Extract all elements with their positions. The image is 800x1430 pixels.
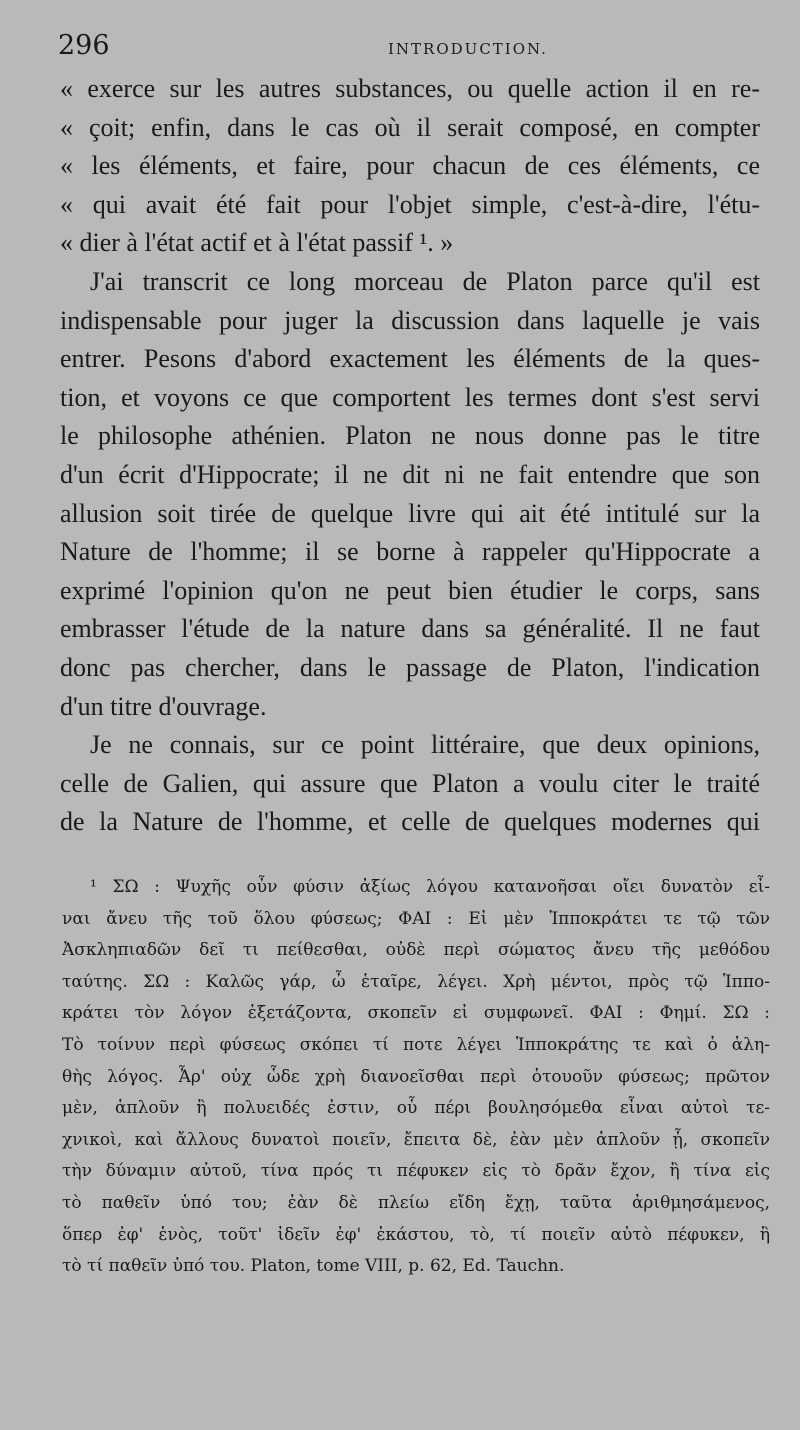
- text-line: d'un écrit d'Hippocrate; il ne dit ni ne fait entendre que son: [60, 459, 760, 489]
- footnote-line: τὴν δύναμιν αὐτοῦ, τίνα πρός τι πέφυκεν εἰς τὸ δρᾶν ἔχον, ἢ τίνα εἰς: [62, 1161, 770, 1182]
- footnote-line: Τὸ τοίνυν περὶ φύσεως σκόπει τί ποτε λέγει Ἱπποκράτης τε καὶ ὁ ἀλη-: [62, 1034, 770, 1055]
- footnotes: [62, 872, 770, 1283]
- footnote-line: ¹ ΣΩ : Ψυχῆς οὖν φύσιν ἀξίως λόγου κατανοῆσαι οἴει δυνατὸν εἶ-: [90, 877, 770, 897]
- footnote-line: Ἀσκληπιαδῶν δεῖ τι πείθεσθαι, οὐδὲ περὶ σώματος ἄνευ τῆς μεθόδου: [62, 940, 770, 961]
- page-header: [58, 30, 760, 66]
- running-head: INTRODUCTION.: [388, 40, 548, 58]
- text-line: « dier à l'état actif et à l'état passif ¹. »: [60, 228, 454, 258]
- footnote-line: θὴς λόγος. Ἆρ' οὐχ ὧδε χρὴ διανοεῖσθαι περὶ ὁτουοῦν φύσεως; πρῶτον: [62, 1066, 770, 1087]
- footnote-line: τὸ τί παθεῖν ὑπό του. Platon, tome VIII, p. 62, Ed. Tauchn.: [62, 1256, 565, 1277]
- text-line: donc pas chercher, dans le passage de Platon, l'indication: [60, 652, 760, 682]
- footnote-line: ὅπερ ἐφ' ἑνὸς, τοῦτ' ἰδεῖν ἐφ' ἑκάστου, τὸ, τί ποιεῖν αὐτὸ πέφυκεν, ἢ: [62, 1224, 770, 1245]
- text-line: « qui avait été fait pour l'objet simple, c'est-à-dire, l'étu-: [60, 189, 760, 219]
- text-line: le philosophe athénien. Platon ne nous donne pas le titre: [60, 421, 760, 451]
- text-line: de la Nature de l'homme, et celle de quelques modernes qui: [60, 807, 760, 837]
- text-line: « les éléments, et faire, pour chacun de ces éléments, ce: [60, 151, 760, 181]
- page-number: 296: [58, 30, 110, 61]
- main-text: [60, 70, 760, 842]
- footnote-line: τὸ παθεῖν ὑπό του; ἐὰν δὲ πλείω εἴδη ἔχῃ, ταῦτα ἀριθμησάμενος,: [62, 1192, 770, 1213]
- text-line: allusion soit tirée de quelque livre qui ait été intitulé sur la: [60, 498, 760, 528]
- footnote-line: ταύτης. ΣΩ : Καλῶς γάρ, ὦ ἑταῖρε, λέγει. Χρὴ μέντοι, πρὸς τῷ Ἱππο-: [62, 971, 770, 992]
- text-line: « çoit; enfin, dans le cas où il serait composé, en compter: [60, 112, 760, 142]
- text-line: entrer. Pesons d'abord exactement les éléments de la ques-: [60, 344, 760, 374]
- footnote-line: κράτει τὸν λόγον ἐξετάζοντα, σκοπεῖν εἰ συμφωνεῖ. ΦΑΙ : Φημί. ΣΩ :: [62, 1003, 770, 1024]
- text-line: tion, et voyons ce que comportent les termes dont s'est servi: [60, 382, 760, 412]
- text-line: embrasser l'étude de la nature dans sa généralité. Il ne faut: [60, 614, 760, 644]
- text-line: exprimé l'opinion qu'on ne peut bien étudier le corps, sans: [60, 575, 760, 605]
- footnote-line: χνικοὶ, καὶ ἄλλους δυνατοὶ ποιεῖν, ἔπειτα δὲ, ἐὰν μὲν ἁπλοῦν ᾖ, σκοπεῖν: [62, 1129, 770, 1150]
- text-line: J'ai transcrit ce long morceau de Platon parce qu'il est: [90, 266, 760, 296]
- text-line: Nature de l'homme; il se borne à rappeler qu'Hippocrate a: [60, 537, 760, 567]
- text-line: « exerce sur les autres substances, ou quelle action il en re-: [60, 74, 760, 103]
- text-line: d'un titre d'ouvrage.: [60, 691, 267, 721]
- text-line: Je ne connais, sur ce point littéraire, que deux opinions,: [90, 730, 760, 760]
- footnote-line: ναι ἄνευ τῆς τοῦ ὅλου φύσεως; ΦΑΙ : Εἰ μὲν Ἱπποκράτει τε τῷ τῶν: [62, 908, 770, 929]
- footnote-line: μὲν, ἁπλοῦν ἢ πολυειδές ἐστιν, οὗ πέρι βουλησόμεθα εἶναι αὐτοὶ τε-: [62, 1098, 770, 1119]
- text-line: celle de Galien, qui assure que Platon a voulu citer le traité: [60, 768, 760, 798]
- text-line: indispensable pour juger la discussion dans laquelle je vais: [60, 305, 760, 335]
